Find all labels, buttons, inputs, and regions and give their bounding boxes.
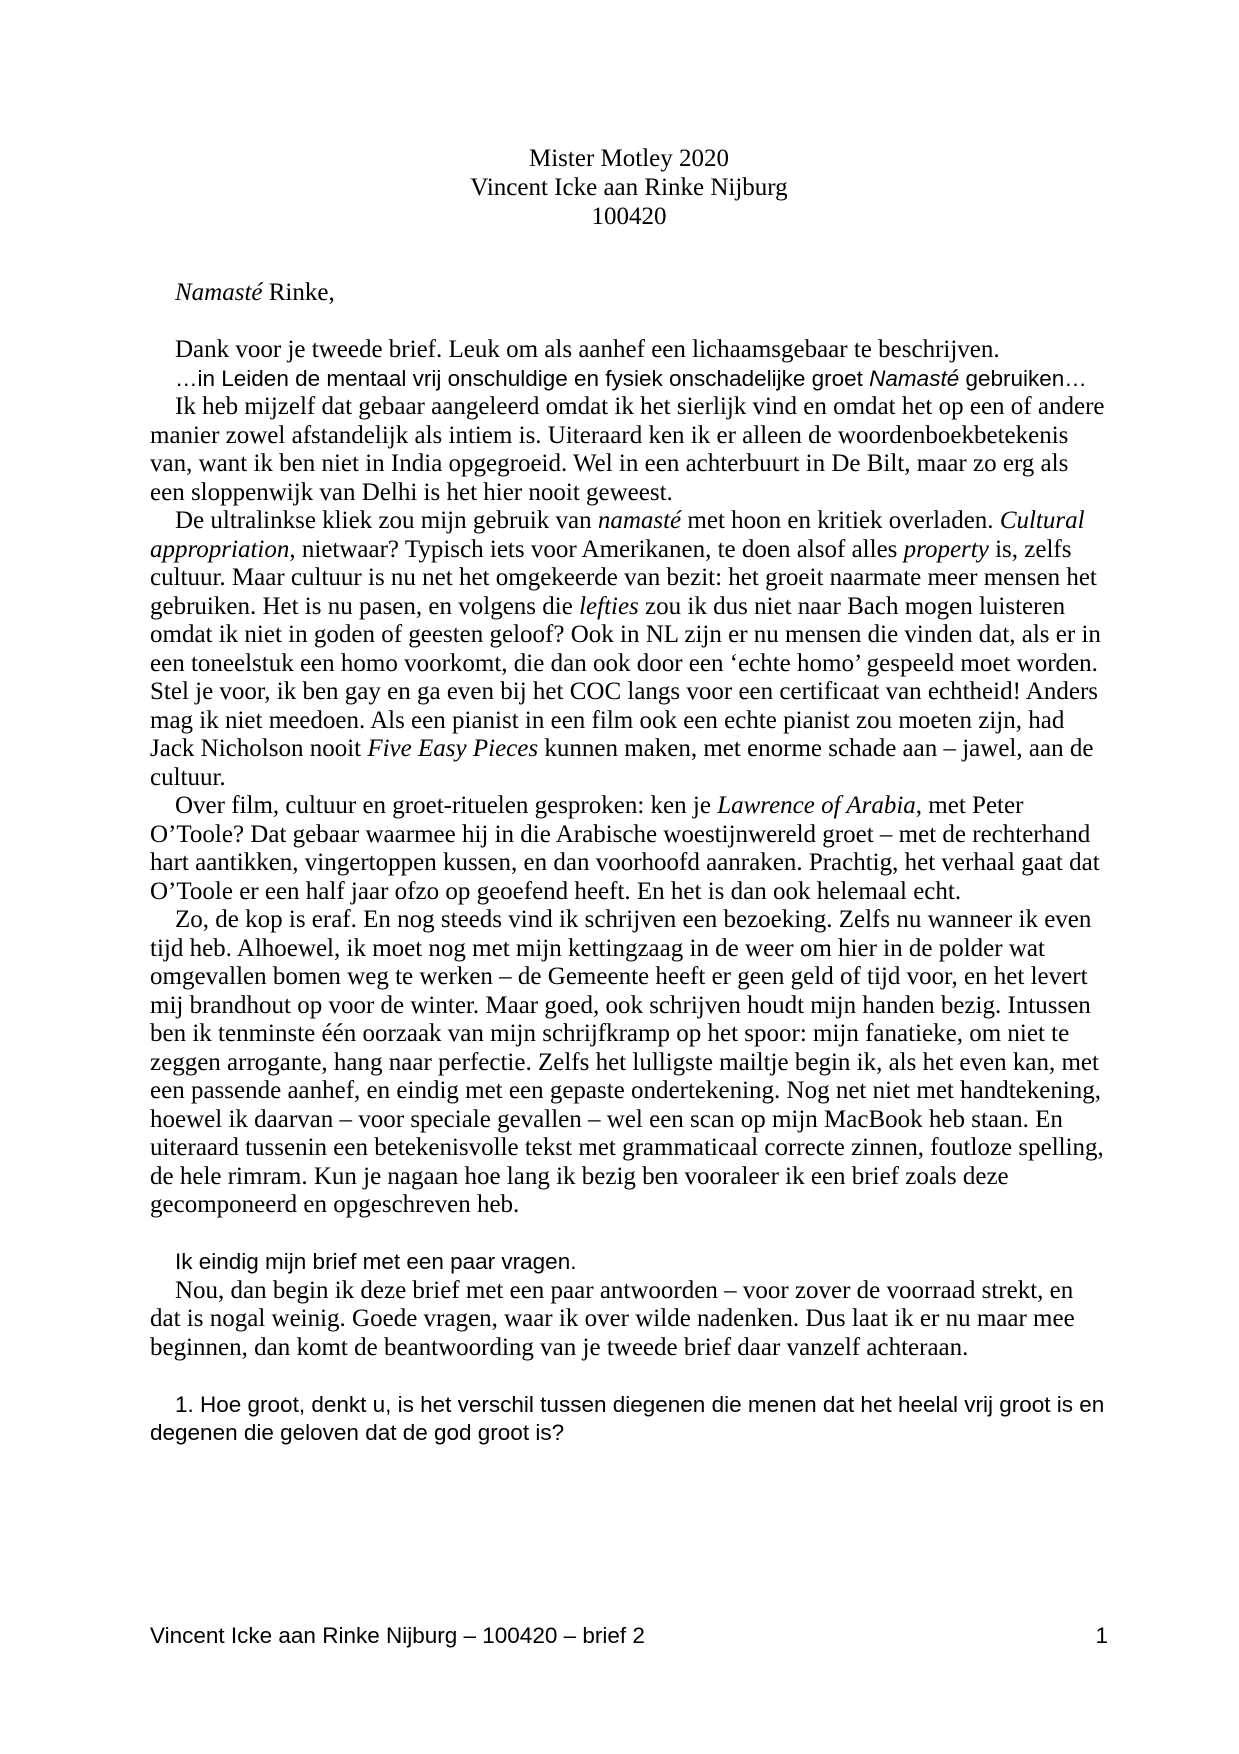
paragraph bbox=[150, 906, 1108, 1220]
letter-body bbox=[150, 279, 1108, 1448]
letter-content bbox=[150, 144, 1108, 1448]
paragraph bbox=[150, 1277, 1108, 1363]
text-run-italic: Five Easy Pieces bbox=[367, 735, 539, 762]
footer-text: Vincent Icke aan Rinke Nijburg – 100420 – brief 2 bbox=[150, 1623, 645, 1648]
paragraph bbox=[150, 792, 1108, 906]
text-run-italic: lefties bbox=[579, 592, 639, 620]
paragraph-spacer bbox=[150, 1362, 1108, 1391]
text-run: Nou, dan begin ik deze brief met een paar antwoorden – voor zover de voorraad strekt, en dat is nogal weinig. Goede vragen, waar ik over wilde nadenken. Dus laat ik er nu maar mee beginnen, dan komt de beantwoording van je tweede brief daar vanzelf achteraan. bbox=[150, 1276, 1075, 1361]
text-run: met hoon en kritiek overladen. bbox=[681, 507, 1000, 534]
text-run-italic: namasté bbox=[597, 507, 682, 534]
text-run-italic: Namasté bbox=[869, 365, 960, 391]
text-run: , met Peter O’Toole? Dat gebaar waarmee hij in die Arabische woestijnwereld groet – met de rechterhand hart aantikken, vingertoppen kussen, en dan voorhoofd aanraken. Prachtig, het verhaal gaat dat O’Toole er een half jaar ofzo op geoefend heeft. En het is dan ook helemaal echt. bbox=[150, 792, 1100, 905]
text-run: Dank voor je tweede brief. Leuk om als aanhef een lichaamsgebaar te beschrijven. bbox=[175, 336, 1000, 363]
text-run: , nietwaar? Typisch iets voor Amerikanen, te doen alsof alles bbox=[289, 535, 904, 563]
paragraph bbox=[150, 507, 1108, 792]
text-run: …in Leiden de mentaal vrij onschuldige en fysiek onschadelijke groet bbox=[175, 365, 870, 391]
text-run: Over film, cultuur en groet-rituelen gesproken: ken je bbox=[175, 792, 718, 819]
paragraph bbox=[150, 365, 1108, 394]
page-footer bbox=[150, 1622, 1108, 1651]
page-number: 1 bbox=[1095, 1623, 1108, 1648]
header-line-correspondents: Vincent Icke aan Rinke Nijburg bbox=[470, 174, 788, 201]
text-run: Zo, de kop is eraf. En nog steeds vind ik schrijven een bezoeking. Zelfs nu wanneer ik even tijd heb. Alhoewel, ik moet nog met mijn kettingzaag in de weer om hier in de polder wat omgevallen bomen weg te werken – de Gemeente heeft er geen geld of tijd voor, en het levert mij brandhout op voor de winter. Maar goed, ook schrijven houdt mijn handen bezig. Intussen ben ik tenminste één oorzaak van mijn schrijfkramp op het spoor: mijn fanatieke, om niet te zeggen arrogante, hang naar perfectie. Zelfs het lulligste mailtje begin ik, als het even kan, met een passende aanhef, en eindig met een gepaste ondertekening. Nog net niet met handtekening, hoewel ik daarvan – voor speciale gevallen – wel een scan op mijn MacBook heb staan. En uiteraard tussenin een betekenisvolle tekst met grammaticaal correcte zinnen, foutloze spelling, de hele rimram. Kun je nagaan hoe lang ik bezig ben vooraleer ik een brief zoals deze gecomponeerd en opgeschreven heb. bbox=[150, 906, 1104, 1218]
text-run: zou ik dus niet naar Bach mogen luisteren omdat ik niet in goden of geesten geloof? Ook in NL zijn er nu mensen die vinden dat, als er in een toneelstuk een homo voorkomt, die dan ook door een ‘echte homo’ gespeeld moet worden. Stel je voor, ik ben gay en ga even bij het COC langs voor een certificaat van echtheid! Anders mag ik niet meedoen. Als een pianist in een film ook een echte pianist zou moeten zijn, had Jack Nicholson nooit bbox=[150, 592, 1101, 762]
header-line-date: 100420 bbox=[591, 203, 667, 230]
letter-header bbox=[150, 144, 1108, 231]
text-run: is, zelfs cultuur. Maar cultuur is nu net het omgekeerde van bezit: het groeit naarmate meer mensen het gebruiken. Het is nu pasen, en volgens die bbox=[150, 535, 1097, 620]
text-run: 1. Hoe groot, denkt u, is het verschil tussen diegenen die menen dat het heelal vrij groot is en degenen die geloven dat de god groot is? bbox=[150, 1391, 1105, 1445]
header-line-title: Mister Motley 2020 bbox=[529, 145, 729, 172]
text-run-italic: property bbox=[903, 535, 989, 563]
paragraph bbox=[150, 279, 1108, 308]
text-run: De ultralinkse kliek zou mijn gebruik van bbox=[175, 507, 598, 534]
text-run: Ik eindig mijn brief met een paar vragen. bbox=[175, 1249, 577, 1274]
paragraph bbox=[150, 336, 1108, 365]
text-run-italic: Cultural appropriation bbox=[150, 507, 1085, 563]
paragraph bbox=[150, 1391, 1108, 1448]
paragraph bbox=[150, 393, 1108, 507]
text-run-italic: Lawrence of Arabia bbox=[717, 792, 916, 819]
text-run: kunnen maken, met enorme schade aan – jawel, aan de cultuur. bbox=[150, 735, 1094, 791]
text-run: Ik heb mijzelf dat gebaar aangeleerd omdat ik het sierlijk vind en omdat het op een of andere manier zowel afstandelijk als intiem is. Uiteraard ken ik er alleen de woordenboekbetekenis van, want ik ben niet in India opgegroeid. Wel in een achterbuurt in De Bilt, maar zo erg als een sloppenwijk van Delhi is het hier nooit geweest. bbox=[150, 393, 1105, 506]
header-gap bbox=[150, 231, 1108, 279]
paragraph bbox=[150, 1248, 1108, 1277]
paragraph-spacer bbox=[150, 308, 1108, 337]
text-run-italic: Namasté bbox=[175, 279, 263, 306]
text-run: Rinke, bbox=[262, 279, 335, 306]
paragraph-spacer bbox=[150, 1220, 1108, 1249]
text-run: gebruiken… bbox=[959, 365, 1087, 391]
